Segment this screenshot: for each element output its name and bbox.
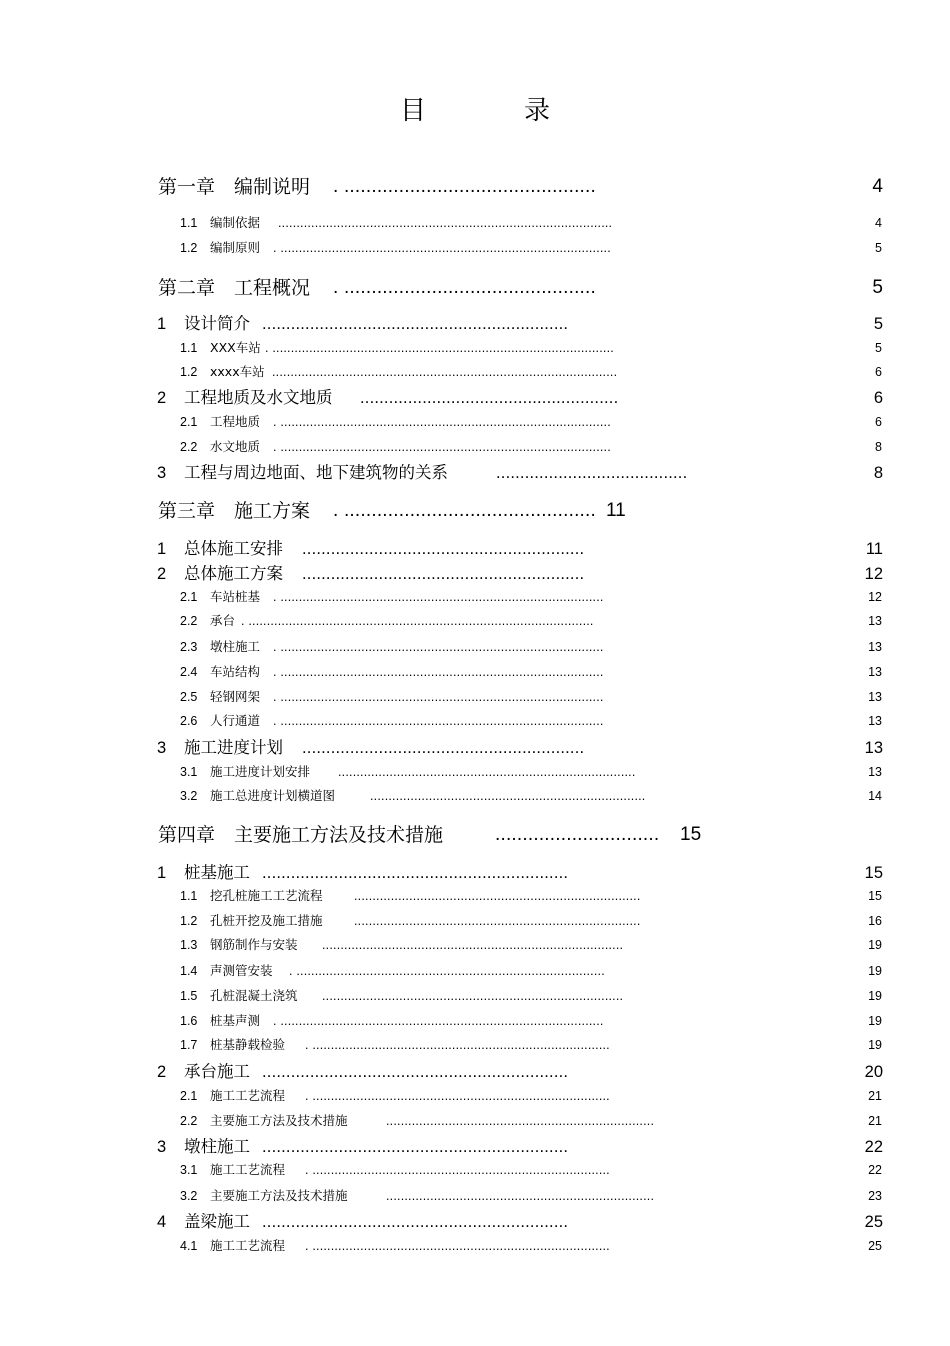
toc-page: 13 <box>868 690 882 704</box>
toc-number: 2.3 <box>180 640 198 654</box>
toc-label: xxxx车站 <box>210 364 265 379</box>
toc-page: 13 <box>868 640 882 654</box>
toc-leader: . .................................................................................... <box>289 964 605 978</box>
toc-label: 工程地质 <box>210 414 261 429</box>
toc-label: XXX车站 <box>210 340 261 355</box>
toc-number: 2.2 <box>180 614 198 628</box>
toc-number: 1.1 <box>180 889 198 903</box>
toc-leader: . ........................................................................................ <box>273 665 604 679</box>
toc-label: 第二章 工程概况 <box>158 277 311 299</box>
toc-label: 施工工艺流程 <box>210 1088 286 1103</box>
toc-number: 1.2 <box>180 914 198 928</box>
toc-label: 桩基声测 <box>210 1013 261 1028</box>
toc-chapter[interactable] <box>0 822 950 848</box>
toc-leader: .................................................................................. <box>322 989 624 1003</box>
toc-label: 总体施工方案 <box>184 564 283 583</box>
toc-page: 8 <box>875 440 882 454</box>
toc-subsection[interactable] <box>0 438 950 456</box>
toc-label: 车站结构 <box>210 664 261 679</box>
toc-number: 1.3 <box>180 938 198 952</box>
toc-subsection[interactable] <box>0 1237 950 1255</box>
toc-page: 15 <box>868 889 882 903</box>
toc-page: 13 <box>868 714 882 728</box>
toc-leader: . ................................................................................. <box>305 1163 610 1177</box>
toc-subsection[interactable] <box>0 214 950 232</box>
toc-page: 15 <box>864 864 883 882</box>
toc-section[interactable] <box>0 1210 950 1234</box>
toc-label: 桩基静载检验 <box>210 1037 286 1052</box>
toc-subsection[interactable] <box>0 1036 950 1054</box>
toc-leader: ...................................................... <box>360 389 619 407</box>
toc-number: 2 <box>157 565 167 583</box>
toc-number: 3.2 <box>180 1189 198 1203</box>
toc-page: 19 <box>868 1038 882 1052</box>
toc-subsection[interactable] <box>0 1012 950 1030</box>
toc-subsection[interactable] <box>0 588 950 606</box>
toc-leader: . ................................................................................. <box>305 1239 610 1253</box>
toc-leader: ........................................................... <box>302 739 585 757</box>
toc-subsection[interactable] <box>0 638 950 656</box>
toc-leader: . .............................................. <box>333 176 596 197</box>
toc-page: 16 <box>868 914 882 928</box>
toc-page: 21 <box>868 1114 882 1128</box>
toc-label: 第四章 主要施工方法及技术措施 <box>158 824 444 846</box>
toc-page: 6 <box>873 389 883 407</box>
toc-section[interactable] <box>0 312 950 336</box>
toc-subsection[interactable] <box>0 688 950 706</box>
toc-label: 轻钢网架 <box>210 689 261 704</box>
toc-page: 5 <box>875 241 882 255</box>
toc-number: 3.1 <box>180 1163 198 1177</box>
toc-leader: ................................................................ <box>262 864 569 882</box>
toc-label: 桩基施工 <box>184 863 250 882</box>
toc-chapter[interactable] <box>0 275 950 301</box>
toc-subsection[interactable] <box>0 912 950 930</box>
toc-label: 主要施工方法及技术措施 <box>210 1188 348 1203</box>
toc-leader: .............................................................................. <box>354 889 641 903</box>
toc-leader: . .............................................................................................. <box>241 614 594 628</box>
toc-number: 1 <box>157 315 167 333</box>
toc-label: 人行通道 <box>210 713 261 728</box>
toc-leader: ................................................................ <box>262 1063 569 1081</box>
toc-subsection[interactable] <box>0 239 950 257</box>
toc-page: 22 <box>868 1163 882 1177</box>
page-title: 目 录 <box>399 96 586 126</box>
toc-label: 主要施工方法及技术措施 <box>210 1113 348 1128</box>
toc-leader: . .......................................................................................... <box>273 241 611 255</box>
toc-leader: . ........................................................................................ <box>273 690 604 704</box>
toc-page: 13 <box>868 614 882 628</box>
toc-leader: . ........................................................................................ <box>273 714 604 728</box>
toc-number: 2.4 <box>180 665 198 679</box>
toc-page: 4 <box>872 176 883 197</box>
toc-page: 22 <box>864 1138 883 1156</box>
toc-section[interactable] <box>0 861 950 885</box>
toc-label: 孔桩开挖及施工措施 <box>210 913 323 928</box>
toc-label: 墩柱施工 <box>210 639 261 654</box>
toc-section[interactable] <box>0 1135 950 1159</box>
toc-number: 4 <box>157 1213 167 1231</box>
toc-number: 1.4 <box>180 964 198 978</box>
toc-label: 施工工艺流程 <box>210 1162 286 1177</box>
toc-subsection[interactable] <box>0 363 950 381</box>
toc-leader: . ................................................................................. <box>305 1038 610 1052</box>
toc-section[interactable] <box>0 1060 950 1084</box>
toc-number: 2 <box>157 389 167 407</box>
toc-page: 19 <box>868 1014 882 1028</box>
toc-number: 3 <box>157 739 167 757</box>
toc-leader: .................................................................................. <box>322 938 624 952</box>
toc-page: 21 <box>868 1089 882 1103</box>
toc-page: 6 <box>875 365 882 379</box>
toc-leader: ................................................................................. <box>338 765 636 779</box>
toc-page: 25 <box>864 1213 883 1231</box>
toc-label: 墩柱施工 <box>184 1137 250 1156</box>
toc-subsection[interactable] <box>0 936 950 954</box>
toc-page: 13 <box>868 765 882 779</box>
toc-label: 编制原则 <box>210 240 261 255</box>
toc-subsection[interactable] <box>0 1187 950 1205</box>
toc-page: 11 <box>606 500 626 521</box>
toc-subsection[interactable] <box>0 1112 950 1130</box>
toc-label: 工程与周边地面、地下建筑物的关系 <box>184 463 448 482</box>
toc-page: 5 <box>875 341 882 355</box>
toc-page: 23 <box>868 1189 882 1203</box>
toc-page: 25 <box>868 1239 882 1253</box>
toc-page: 11 <box>865 540 883 558</box>
toc-number: 1.5 <box>180 989 198 1003</box>
toc-section[interactable] <box>0 562 950 586</box>
toc-number: 1.1 <box>180 341 198 355</box>
toc-leader: ........................................................................... <box>370 789 646 803</box>
toc-subsection[interactable] <box>0 612 950 630</box>
toc-number: 2.2 <box>180 440 198 454</box>
toc-leader: . .......................................................................................... <box>273 440 611 454</box>
toc-number: 3.1 <box>180 765 198 779</box>
toc-number: 1.7 <box>180 1038 198 1052</box>
toc-label: 施工工艺流程 <box>210 1238 286 1253</box>
toc-number: 1 <box>157 540 167 558</box>
toc-leader: .............................................................................................. <box>272 365 618 379</box>
toc-page: 19 <box>868 989 882 1003</box>
toc-label: 盖梁施工 <box>184 1212 250 1231</box>
toc-page: 8 <box>873 464 883 482</box>
toc-leader: ......................................................................... <box>386 1114 655 1128</box>
toc-label: 施工总进度计划横道图 <box>210 788 336 803</box>
toc-number: 1 <box>157 864 167 882</box>
toc-leader: . ........................................................................................ <box>273 640 604 654</box>
toc-number: 1.1 <box>180 216 198 230</box>
toc-leader: ........................................................... <box>302 565 585 583</box>
toc-label: 承台 <box>210 613 236 628</box>
toc-subsection[interactable] <box>0 339 950 357</box>
toc-label: 设计简介 <box>184 314 250 333</box>
toc-leader: . .............................................. <box>333 500 596 521</box>
toc-page: 12 <box>868 590 882 604</box>
toc-page: 20 <box>864 1063 883 1081</box>
toc-section[interactable] <box>0 461 950 485</box>
toc-subsection[interactable] <box>0 1161 950 1179</box>
toc-leader: . .............................................. <box>333 277 596 298</box>
toc-leader: .............................. <box>495 824 660 845</box>
toc-chapter[interactable] <box>0 174 950 200</box>
toc-leader: . ............................................................................................. <box>265 341 614 355</box>
toc-page: 14 <box>868 789 882 803</box>
toc-label: 施工进度计划安排 <box>210 764 311 779</box>
toc-leader: ................................................................ <box>262 315 569 333</box>
toc-number: 2.1 <box>180 415 198 429</box>
toc-page: 6 <box>875 415 882 429</box>
toc-number: 1.2 <box>180 241 198 255</box>
toc-page: 12 <box>864 565 883 583</box>
toc-number: 2.6 <box>180 714 198 728</box>
toc-section[interactable] <box>0 736 950 760</box>
toc-subsection[interactable] <box>0 763 950 781</box>
toc-number: 3 <box>157 464 167 482</box>
toc-leader: . .......................................................................................... <box>273 415 611 429</box>
toc-page: 5 <box>872 277 883 298</box>
toc-leader: . ........................................................................................ <box>273 590 604 604</box>
toc-subsection[interactable] <box>0 987 950 1005</box>
toc-label: 施工进度计划 <box>184 738 283 757</box>
toc-number: 2.1 <box>180 590 198 604</box>
toc-label: 编制依据 <box>210 215 261 230</box>
toc-label: 工程地质及水文地质 <box>184 388 333 407</box>
toc-chapter[interactable] <box>0 498 950 524</box>
toc-page: 4 <box>875 216 882 230</box>
toc-subsection[interactable] <box>0 887 950 905</box>
toc-number: 4.1 <box>180 1239 198 1253</box>
toc-number: 1.6 <box>180 1014 198 1028</box>
toc-number: 3.2 <box>180 789 198 803</box>
toc-subsection[interactable] <box>0 1087 950 1105</box>
toc-leader: ................................................................ <box>262 1138 569 1156</box>
toc-section[interactable] <box>0 537 950 561</box>
toc-leader: ........................................ <box>496 464 688 482</box>
toc-number: 1.2 <box>180 365 198 379</box>
toc-page: 15 <box>680 824 702 845</box>
toc-subsection[interactable] <box>0 787 950 805</box>
toc-number: 3 <box>157 1138 167 1156</box>
toc-label: 第三章 施工方案 <box>158 500 311 522</box>
toc-leader: . ........................................................................................ <box>273 1014 604 1028</box>
toc-number: 2 <box>157 1063 167 1081</box>
toc-leader: ........................................................................................... <box>278 216 613 230</box>
toc-label: 钢筋制作与安装 <box>210 937 298 952</box>
toc-leader: .............................................................................. <box>354 914 641 928</box>
toc-label: 第一章 编制说明 <box>158 176 311 198</box>
toc-label: 总体施工安排 <box>184 539 283 558</box>
toc-label: 水文地质 <box>210 439 261 454</box>
toc-subsection[interactable] <box>0 413 950 431</box>
toc-subsection[interactable] <box>0 712 950 730</box>
toc-leader: ................................................................ <box>262 1213 569 1231</box>
toc-subsection[interactable] <box>0 663 950 681</box>
toc-page: 19 <box>868 938 882 952</box>
toc-label: 孔桩混凝土浇筑 <box>210 988 298 1003</box>
toc-number: 2.5 <box>180 690 198 704</box>
toc-leader: . ................................................................................. <box>305 1089 610 1103</box>
toc-leader: ........................................................... <box>302 540 585 558</box>
toc-page: 5 <box>873 315 883 333</box>
toc-number: 2.1 <box>180 1089 198 1103</box>
toc-subsection[interactable] <box>0 962 950 980</box>
toc-label: 挖孔桩施工工艺流程 <box>210 888 323 903</box>
toc-leader: ......................................................................... <box>386 1189 655 1203</box>
toc-number: 2.2 <box>180 1114 198 1128</box>
toc-label: 声测管安装 <box>210 963 273 978</box>
toc-page: 19 <box>868 964 882 978</box>
toc-label: 车站桩基 <box>210 589 261 604</box>
toc-label: 承台施工 <box>184 1062 250 1081</box>
toc-page: 13 <box>864 739 883 757</box>
toc-section[interactable] <box>0 386 950 410</box>
toc-page: 13 <box>868 665 882 679</box>
